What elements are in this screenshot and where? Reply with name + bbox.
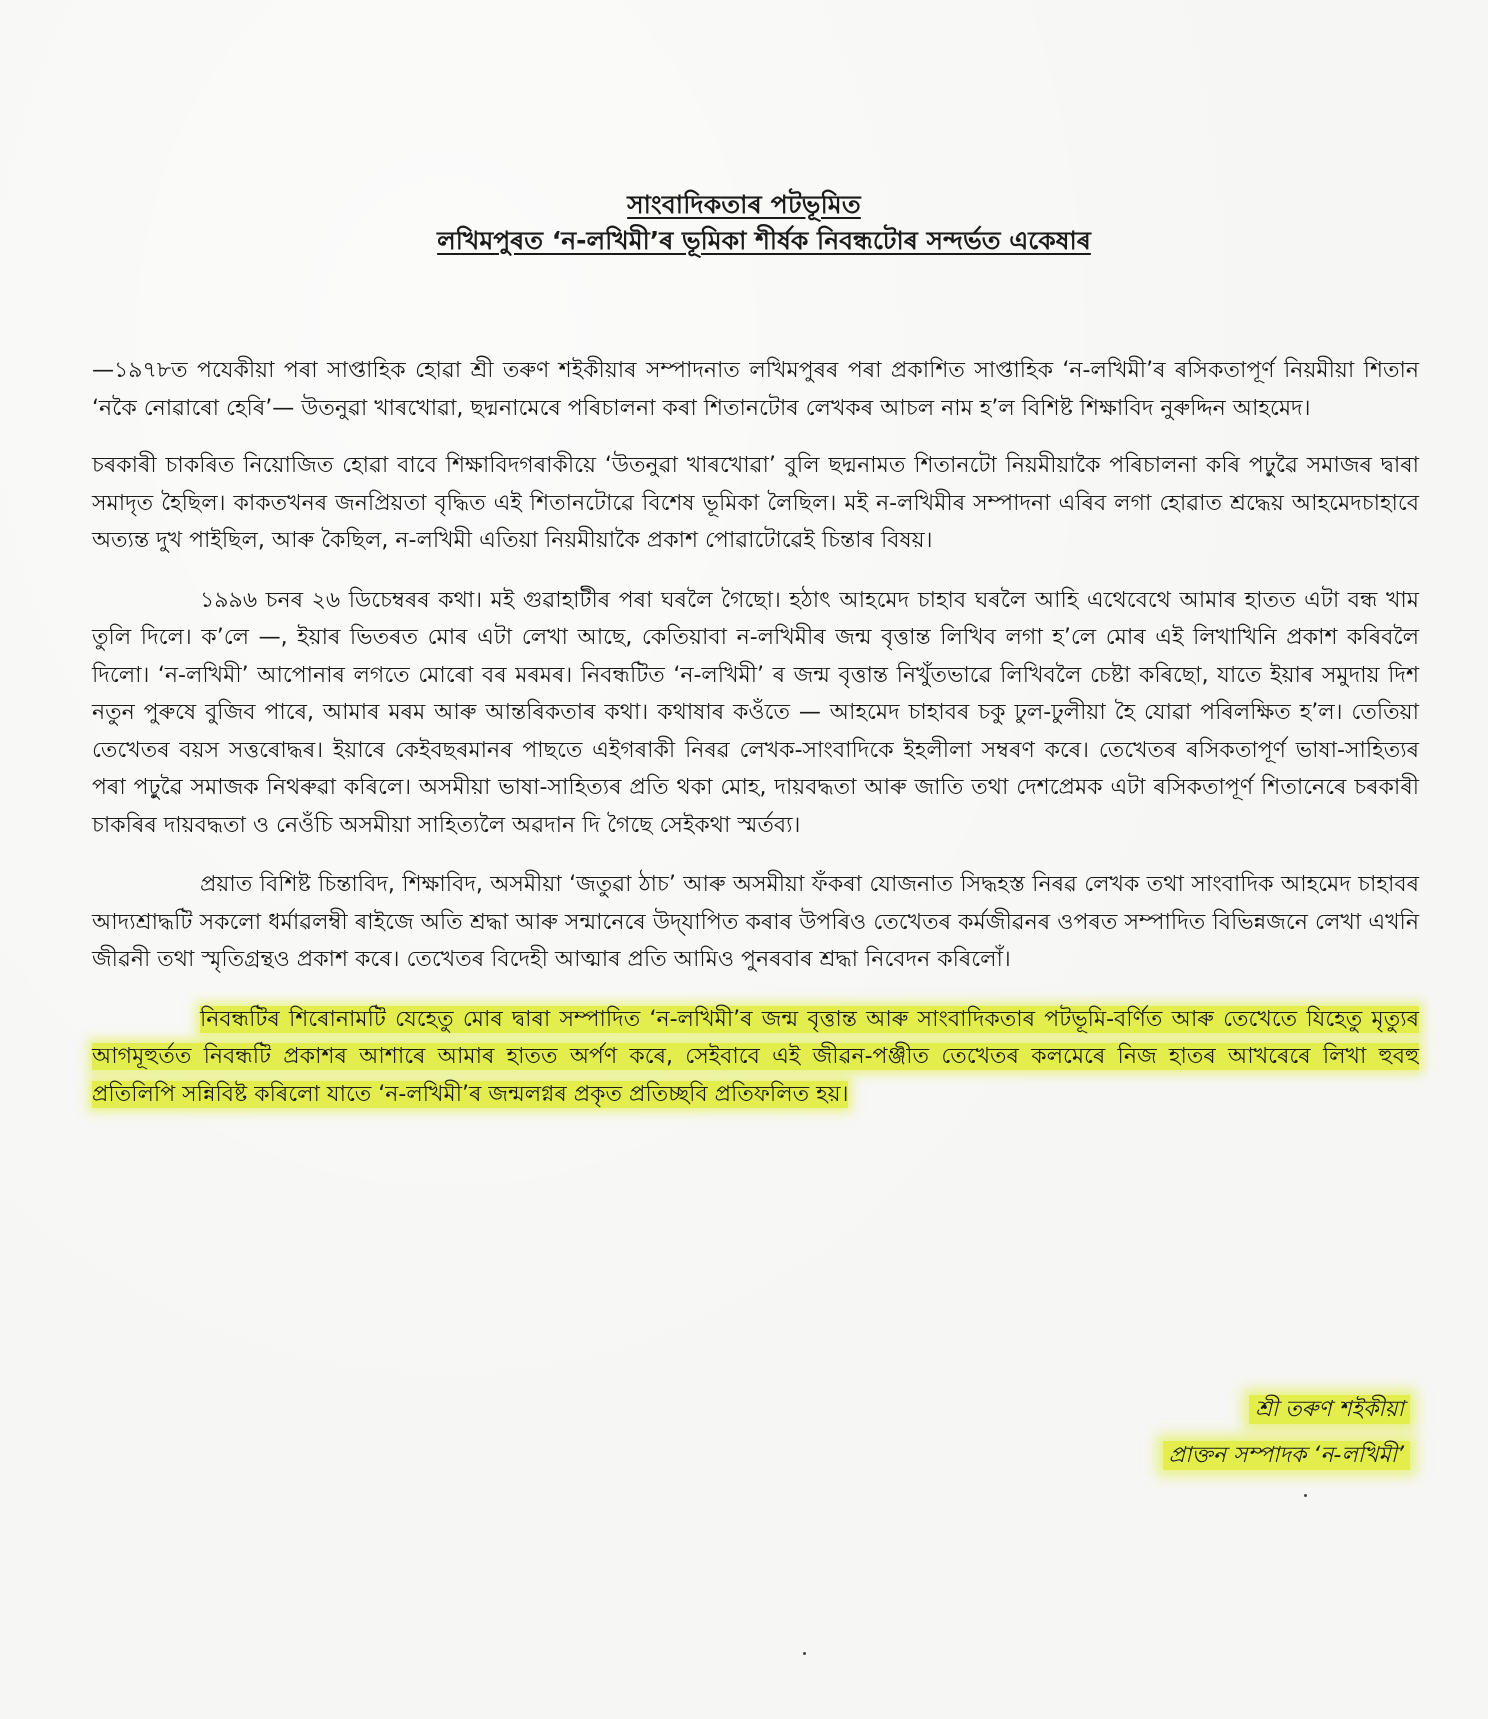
signature-block (1163, 1387, 1410, 1479)
paragraph-highlighted (92, 1001, 1419, 1114)
document-body (92, 352, 1419, 1135)
page-subtitle: লখিমপুৰত ‘ন-লখিমী’ৰ ভূমিকা শীৰ্ষক নিবন্ধটোৰ সন্দৰ্ভত একেষাৰ (437, 226, 1091, 255)
signature-role: প্ৰাক্তন সম্পাদক ‘ন-লখিমী’ (1163, 1441, 1410, 1470)
document-header (0, 188, 1488, 260)
signature-name: শ্ৰী তৰুণ শইকীয়া (1249, 1395, 1410, 1424)
paper-speck (1304, 1494, 1307, 1497)
paragraph-intro: —১৯৭৮ত পযেকীয়া পৰা সাপ্তাহিক হোৱা শ্ৰী তৰুণ শইকীয়াৰ সম্পাদনাত লখিমপুৰৰ পৰা প্ৰকাশিত সাপ্তাহিক ‘ন-লখিমী’ৰ ৰসিকতাপূৰ্ণ নিয়মীয়া শিতান ‘নকৈ নোৱাৰো হেৰি’— উতনুৱা খাৰখোৱা, ছদ্মনামেৰে পৰিচালনা কৰা শিতানটোৰ লেখকৰ আচল নাম হ’ল বিশিষ্ট শিক্ষাবিদ নুৰুদ্দিন আহমেদ। (92, 358, 1419, 421)
highlighted-text: নিবন্ধটিৰ শিৰোনামটি যেহেতু মোৰ দ্বাৰা সম্পাদিত ‘ন-লখিমী’ৰ জন্ম বৃত্তান্ত আৰু সাংবাদিকতাৰ পটভূমি-বৰ্ণিত আৰু তেখেতে যিহেতু মৃত্যুৰ আগমূহুৰ্তত নিবন্ধটি প্ৰকাশৰ আশাৰে আমাৰ হাতত অৰ্পণ কৰে, সেইবাবে এই জীৱন-পঞ্জীত তেখেতৰ কলমেৰে নিজ হাতৰ আখৰেৰে লিখা হুবহু প্ৰতিলিপি সন্নিবিষ্ট কৰিলো যাতে ‘ন-লখিমী’ৰ জন্মলগ্নৰ প্ৰকৃত প্ৰতিচ্ছবি প্ৰতিফলিত হয়। (92, 1006, 1419, 1107)
paragraph-tribute: প্ৰয়াত বিশিষ্ট চিন্তাবিদ, শিক্ষাবিদ, অসমীয়া ‘জতুৱা ঠাচ’ আৰু অসমীয়া ফঁকৰা যোজনাত সিদ্ধহস্ত নিৰৱ লেখক তথা সাংবাদিক আহমেদ চাহাবৰ আদ্যশ্ৰাদ্ধটি সকলো ধৰ্মাৱলম্বী ৰাইজে অতি শ্ৰদ্ধা আৰু সন্মানেৰে উদ্‌যাপিত কৰাৰ উপৰিও তেখেতৰ কৰ্মজীৱনৰ ওপৰত সম্পাদিত বিভিন্নজনে লেখা এখনি জীৱনী তথা স্মৃতিগ্ৰন্থও প্ৰকাশ কৰে। তেখেতৰ বিদেহী আত্মাৰ প্ৰতি আমিও পুনৰবাৰ শ্ৰদ্ধা নিবেদন কৰিলোঁ। (92, 872, 1419, 972)
paper-speck (803, 1652, 806, 1655)
page-title: সাংবাদিকতাৰ পটভূমিত (627, 190, 861, 219)
paragraph-background: চৰকাৰী চাকৰিত নিয়োজিত হোৱা বাবে শিক্ষাবিদগৰাকীয়ে ‘উতনুৱা খাৰখোৱা’ বুলি ছদ্মনামত শিতানটো নিয়মীয়াকৈ পৰিচালনা কৰি পঢ়ুৱৈ সমাজৰ দ্বাৰা সমাদৃত হৈছিল। কাকতখনৰ জনপ্ৰিয়তা বৃদ্ধিত এই শিতানটোৱে বিশেষ ভূমিকা লৈছিল। মই ন-লখিমীৰ সম্পাদনা এৰিব লগা হোৱাত শ্ৰদ্ধেয় আহমেদচাহাবে অত্যন্ত দুখ পাইছিল, আৰু কৈছিল, ন-লখিমী এতিয়া নিয়মীয়াকৈ প্ৰকাশ পোৱাটোৱেই চিন্তাৰ বিষয়। (92, 453, 1419, 553)
paragraph-memory: ১৯৯৬ চনৰ ২৬ ডিচেম্বৰৰ কথা। মই গুৱাহাটীৰ পৰা ঘৰলৈ গৈছো। হঠাৎ আহমেদ চাহাব ঘৰলৈ আহি এথেবেথে আমাৰ হাতত এটা বন্ধ খাম তুলি দিলে। ক’লে —, ইয়াৰ ভিতৰত মোৰ এটা লেখা আছে, কেতিয়াবা ন-লখিমীৰ জন্ম বৃত্তান্ত লিখিব লগা হ’লে মোৰ এই লিখাখিনি প্ৰকাশ কৰিবলৈ দিলো। ‘ন-লখিমী’ আপোনাৰ লগতে মোৰো বৰ মৰমৰ। নিবন্ধটিত ‘ন-লখিমী’ ৰ জন্ম বৃত্তান্ত নিখুঁতভাৱে লিখিবলৈ চেষ্টা কৰিছো, যাতে ইয়াৰ সমুদায় দিশ নতুন পুৰুষে বুজিব পাৰে, আমাৰ মৰম আৰু আন্তৰিকতাৰ কথা। কথাষাৰ কওঁতে — আহমেদ চাহাবৰ চকু ঢুল-ঢুলীয়া হৈ যোৱা পৰিলক্ষিত হ’ল। তেতিয়া তেখেতৰ বয়স সত্তৰোদ্ধৰ। ইয়াৰে কেইবছৰমানৰ পাছতে এইগৰাকী নিৰৱ লেখক-সাংবাদিকে ইহলীলা সম্বৰণ কৰে। তেখেতৰ ৰসিকতাপূৰ্ণ ভাষা-সাহিত্যৰ পৰা পঢ়ুৱৈ সমাজক নিথৰুৱা কৰিলে। অসমীয়া ভাষা-সাহিত্যৰ প্ৰতি থকা মোহ, দায়বদ্ধতা আৰু জাতি তথা দেশপ্ৰেমক এটা ৰসিকতাপূৰ্ণ শিতানেৰে চৰকাৰী চাকৰিৰ দায়বদ্ধতা ও নেওঁচি অসমীয়া সাহিত্যলৈ অৱদান দি গৈছে সেইকথা স্মৰ্তব্য। (92, 587, 1419, 838)
